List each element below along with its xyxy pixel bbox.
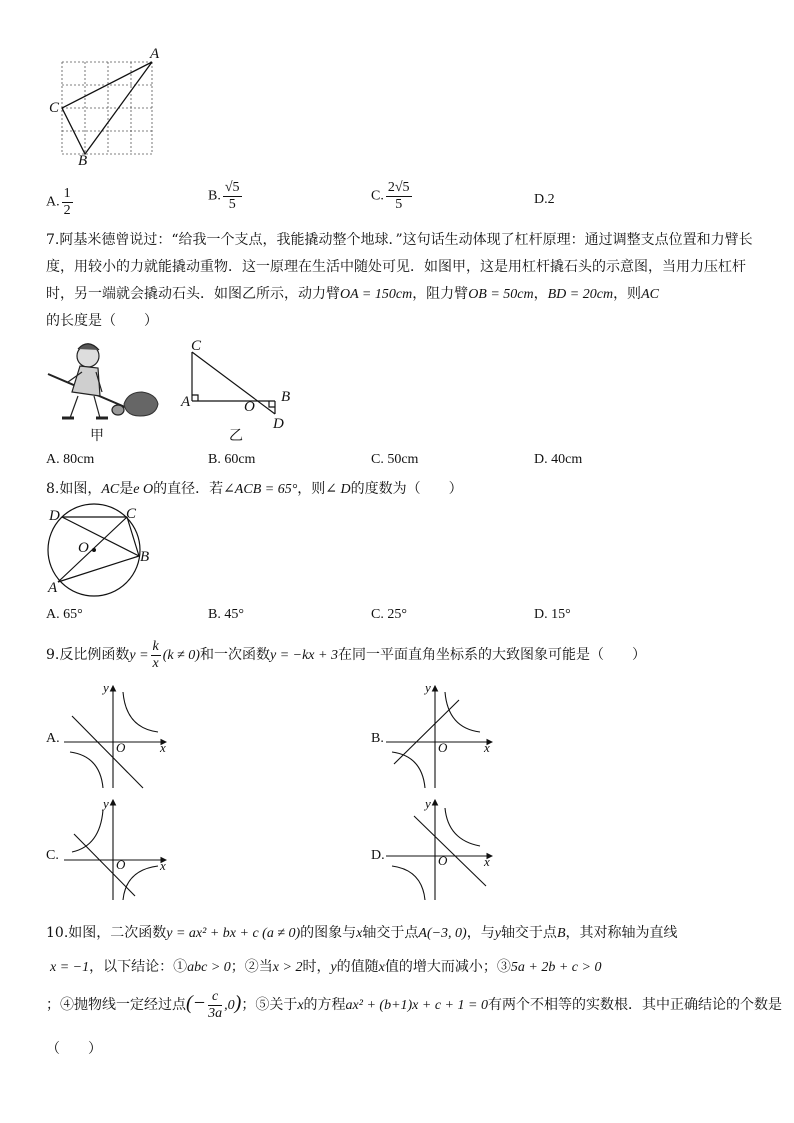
q6-option-c[interactable]: C. $\frac{2√5}{5}$ [371,180,410,212]
q9-graph-b [386,686,492,788]
q9-b-x: x [484,740,490,755]
q8-label-o: O [78,540,89,556]
q9-a-y: y [103,680,109,695]
q9-option-d[interactable]: D. [371,848,385,863]
q8-label-c: C [126,506,137,522]
q6-c-num: 2√5 [387,180,410,195]
q6-option-a[interactable]: A. $\frac{1}{2}$ [46,186,71,218]
q9-graph-d [386,800,492,900]
q6-b-den: 5 [228,197,236,212]
q8-label-a: A [48,580,58,596]
q9-graph-c [64,800,166,900]
q9-option-b[interactable]: B. [371,731,384,746]
q9-d-x: x [484,854,490,869]
q8-label-d: D [49,508,60,524]
q9-c-o: O [116,857,126,872]
q7-option-b[interactable]: B. 60cm [208,452,256,467]
q9-b-y: y [425,680,431,695]
q8-option-d[interactable]: D. 15° [534,607,571,622]
q7-label-c: C [191,338,202,354]
q6-option-d[interactable]: D.2 [534,192,555,207]
q6-b-num: √5 [224,180,240,195]
q8-stem: 8.如图，AC是e O的直径．若∠ACB = 65°，则∠ D的度数为（ ） [46,481,463,497]
q10-answer-paren[interactable]: （ ） [46,1041,102,1057]
q9-d-o: O [438,853,448,868]
q7-label-o: O [244,399,255,415]
q8-label-b: B [140,549,150,565]
q7-option-a[interactable]: A. 80cm [46,452,95,467]
q7-label-a: A [181,394,191,410]
q6-label-c: C [49,100,60,116]
q9-b-o: O [438,740,448,755]
q7-stem: 7.阿基米德曾说过：“给我一个支点，我能撬动整个地球．”这句话生动体现了杠杆原理：通过调整支点位置和力臂长度，用较小的力就能撬动重物．这一原理在生活中随处可见．如图甲，这是用杠杆撬石头的示意图，当用力压杠杆时，另一端就会撬动石头．如图乙所示，动力臂OA = 150cm，阻力臂OB = 50cm，BD = 20cm，则AC的长度是（ ） [46,232,753,329]
q6-triangle [62,62,152,154]
q10-line-2: x = −1，以下结论：①abc > 0；②当x > 2时，y的值随x值的增大而减小；③5a + 2b + c > 0 [50,959,602,975]
q6-a-den: 2 [63,203,71,218]
q10-line-1: 10.如图，二次函数y = ax² + bx + c (a ≠ 0)的图象与x轴交于点A(−3, 0)，与y轴交于点B，其对称轴为直线 [46,925,678,941]
q6-option-b[interactable]: B. $\frac{√5}{5}$ [208,180,240,212]
q6-c-den: 5 [395,197,403,212]
q8-option-b[interactable]: B. 45° [208,607,244,622]
q9-c-y: y [103,796,109,811]
q9-c-x: x [160,858,166,873]
q7-option-c[interactable]: C. 50cm [371,452,419,467]
q6-a-num: 1 [63,186,71,201]
q9-a-o: O [116,740,126,755]
q7-label-d: D [273,416,284,432]
q9-graph-a [64,686,166,788]
q9-option-c[interactable]: C. [46,848,59,863]
q7-caption-yi: 乙 [229,428,243,444]
q8-option-c[interactable]: C. 25° [371,607,407,622]
q9-stem: 9.反比例函数y = $\frac{k}{x}$ (k ≠ 0)和一次函数y = −kx + 3在同一平面直角坐标系的大致图象可能是（ ） [46,638,646,671]
q7-rock [124,392,158,416]
q6-label-a: A [150,46,160,62]
q9-d-y: y [425,796,431,811]
q10-line-3: ；④抛物线一定经过点(− $\frac{c}{3a}$ ,0)；⑤关于x的方程ax² + (b+1)x + c + 1 = 0有两个不相等的实数根．其中正确结论的个数是 [46,988,782,1021]
q9-a-x: x [160,740,166,755]
q6-label-b: B [78,153,88,169]
q7-option-d[interactable]: D. 40cm [534,452,583,467]
q7-label-b: B [281,389,291,405]
q9-option-a[interactable]: A. [46,731,60,746]
q8-option-a[interactable]: A. 65° [46,607,83,622]
q7-caption-jia: 甲 [90,428,104,444]
